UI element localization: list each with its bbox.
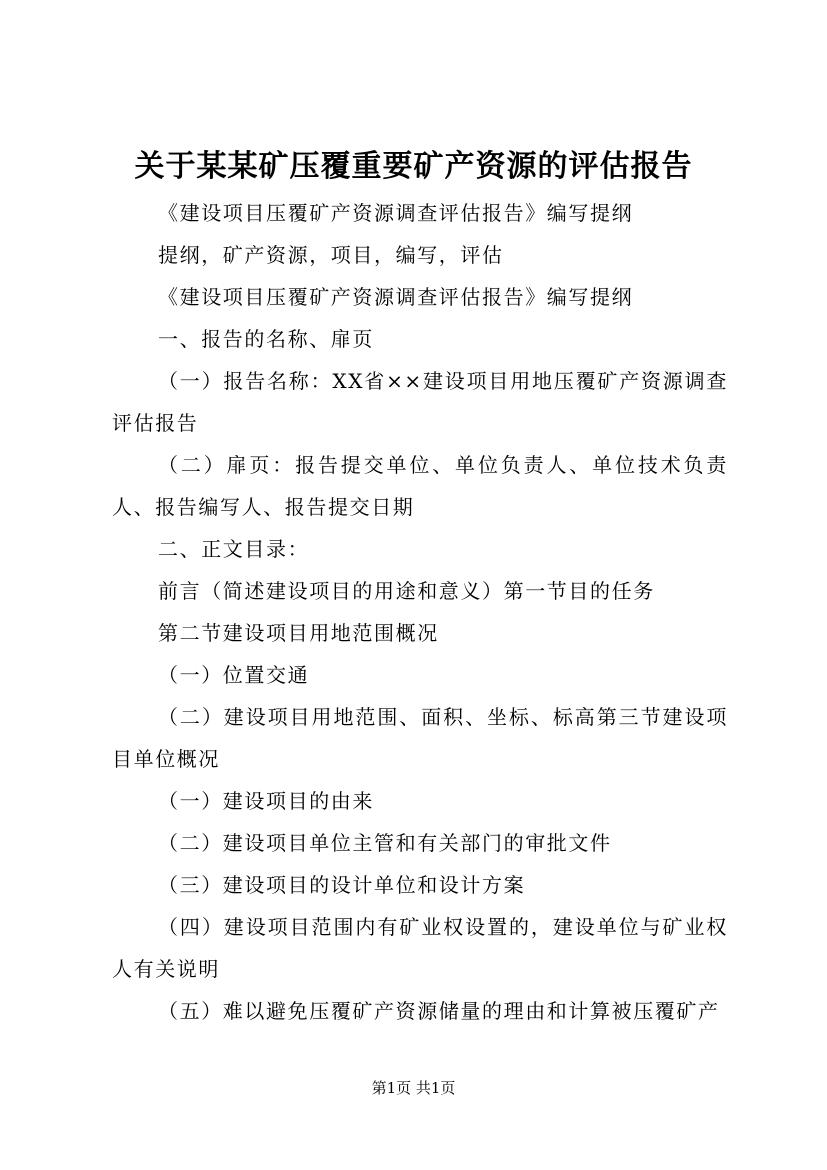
paragraph-approvals: （二）建设项目单位主管和有关部门的审批文件 (158, 831, 612, 855)
paragraph-keywords: 提纲，矿产资源，项目，编写，评估 (158, 243, 504, 267)
document-body (112, 192, 728, 1032)
paragraph-section-2: 二、正文目录： (158, 537, 310, 561)
paragraph-preface: 前言（简述建设项目的用途和意义）第一节目的任务 (158, 579, 655, 603)
paragraph-mining-rights: （四）建设项目范围内有矿业权设置的，建设单位与矿业权人有关说明 (112, 915, 728, 981)
paragraph-section-1: 一、报告的名称、扉页 (158, 327, 374, 351)
paragraph-origin: （一）建设项目的由来 (158, 789, 374, 813)
page-number-footer: 第1页 共1页 (371, 1079, 456, 1097)
paragraph-location: （一）位置交通 (158, 663, 310, 687)
paragraph-title-page: （二）扉页：报告提交单位、单位负责人、单位技术负责人、报告编写人、报告提交日期 (112, 453, 728, 519)
document-title: 关于某某矿压覆重要矿产资源的评估报告 (134, 149, 693, 184)
paragraph-design: （三）建设项目的设计单位和设计方案 (158, 873, 526, 897)
paragraph-chapter-2: 第二节建设项目用地范围概况 (158, 621, 439, 645)
paragraph-reasons: （五）难以避免压覆矿产资源储量的理由和计算被压覆矿产 (158, 999, 720, 1023)
paragraph-heading: 《建设项目压覆矿产资源调查评估报告》编写提纲 (158, 285, 634, 309)
paragraph-land-scope: （二）建设项目用地范围、面积、坐标、标高第三节建设项目单位概况 (112, 705, 728, 771)
paragraph-subtitle: 《建设项目压覆矿产资源调查评估报告》编写提纲 (158, 201, 634, 225)
paragraph-report-name: （一）报告名称：XX省××建设项目用地压覆矿产资源调查评估报告 (112, 369, 728, 435)
